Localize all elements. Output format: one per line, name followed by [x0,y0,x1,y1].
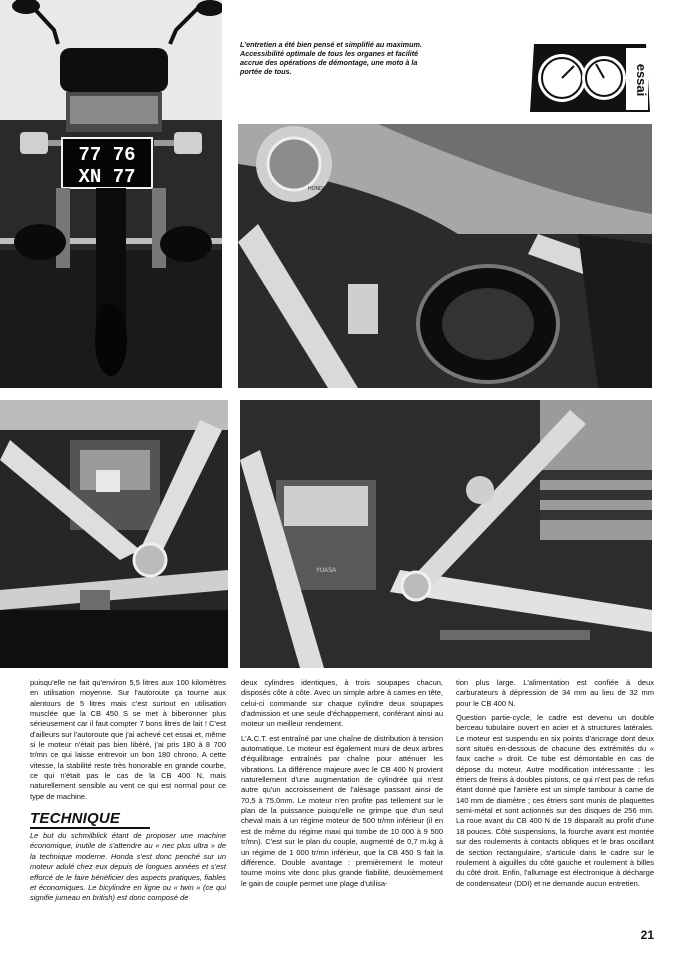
col1-paragraph-1: puisqu'elle ne fait qu'environ 5,5 litres aux 100 kilomètres en utilisation moyenne. Sur l'autoroute ça tourne aux alentours de 5 litres mais c'est surtout en utilisation musclée que la CB 450 S se met à biberonner plus sérieusement car il faut compter 7 bons litres de lait ! C'est d'ailleurs sur l'autoroute que j'ai achevé cet essai et, même si le moteur n'était pas bien libéré, j'ai pris 180 à 8 700 tr/mn ce qui laisse entrevoir un bon 180 chrono. A cette vitesse, la stabilité reste très honorable en grande courbe, ce qui n'était pas le cas de la CB 400 N, mais naturellement sensible au vent ce qui est normal pour ce type de machine. [30,678,226,801]
photo-frame-left [0,400,228,668]
col3-paragraph-2: Question partie-cycle, le cadre est devenu un double berceau tubulaire ouvert en acier et à structures latérales. Le moteur est suspendu en six points d'ancrage dont deux sont situés en-dessous de chacune des extrémités du « faux cache » droit. Ce tube est démontable en cas de dépose du moteur. Autre modification intéressante : les étriers de freins à doubles pistons, ce qui n'est pas de refus étant donné que l'arrière est un simple tambour à came de 140 mm de diamètre ; ces étriers sont munis de plaquettes semi-métal et sont actionnés sur des disques de 256 mm. La roue avant du CB 400 N de 19 disparaît au profit d'une 18 pouces. Côté suspensions, la fourche avant est montée sur des roulements à contacts obliques et le bras oscillant de section rectangulaire, s'articule dans le cadre sur le roulement à aiguilles du côté gauche et roulement à billes du côté droit. Enfin, l'allumage est électronique à décharge de condensateur (DDI) et ne demande aucun entretien. [456,713,654,888]
col2-paragraph-1: deux cylindres identiques, à trois soupapes chacun, disposés côte à côte. Avec un simple arbre à cames en tête, celui-ci commande sur chaque cylindre deux soupapes d'admission et une seule d'échappement, conférant ainsi au moteur un meilleur rendement. [241,678,443,729]
photo-caption [240,40,450,76]
col3-paragraph-1: tion plus large. L'alimentation est confiée à deux carburateurs à dépression de 34 mm au lieu de 32 mm pour le CB 400 N. [456,678,654,708]
col1-paragraph-2: Le but du schmilblick étant de proposer une machine économique, inutile de s'attendre au « nec plus ultra » de la technique moderne. Honda s'est donc penché sur un moteur adulé chez eux depuis de longues années et s'est efforcé de le faire bénéficier des aspects pratiques, fiables et économiques. Le bicylindre en ligne ou « twin » (ce qui signifie jumeau en british) est donc composé de [30,831,226,903]
caption-line-3: accrue des opérations de démontage, une moto à la [240,58,418,67]
article-column-1 [30,678,226,908]
essai-logo [526,40,654,116]
logo-brand-text: essai [634,63,649,97]
photo-battery-frame [240,400,652,668]
article-column-3 [456,678,654,893]
section-heading-technique: TECHNIQUE [30,810,150,829]
article-column-2 [241,678,443,893]
page-number: 21 [640,928,654,942]
caption-line-4: portée de tous. [240,67,292,76]
caption-line-2: Accessibilité optimale de tous les organes et facilité [240,49,419,58]
col2-paragraph-2: L'A.C.T. est entraîné par une chaîne de distribution à tension automatique. Le moteur est également muni de deux arbres d'équilibrage entraînés par chaîne pour atténuer les vibrations. La différence majeure avec le CB 400 N provient naturellement d'une augmentation de cylindrée qui n'est autre qu'un accroissement de l'alésage passant ainsi de 70,5 à 75,0mm. Le moteur n'en profite pas tellement sur le plan de la puissance puisqu'elle ne grimpe que d'un seul cheval mais à un régime moteur de 500 tr/mn inférieur (il en est de même du régime maxi qui tombe de 10 000 à 9 500 tr/mn). C'est sur le plan du couple, augmenté de 0,7 m.kg à un régime de 1 000 tr/mn inférieur, que la CB 450 S fait la différence. Double avantage : premièrement le moteur tourne moins vite donc plus grande fiabilité, deuxièmement le gain de couple permet une plage d'utilisa- [241,733,443,888]
photo-motorcycle-rear [0,0,222,388]
photo-engine-closeup [238,124,652,388]
fuel-cap-text: HONDA [308,186,327,192]
battery-label-text: YUASA [315,568,337,574]
caption-line-1: L'entretien a été bien pensé et simplifié au maximum. [240,40,422,49]
plate-line-2: XN 77 [78,166,136,188]
plate-line-1: 77 76 [78,144,136,166]
